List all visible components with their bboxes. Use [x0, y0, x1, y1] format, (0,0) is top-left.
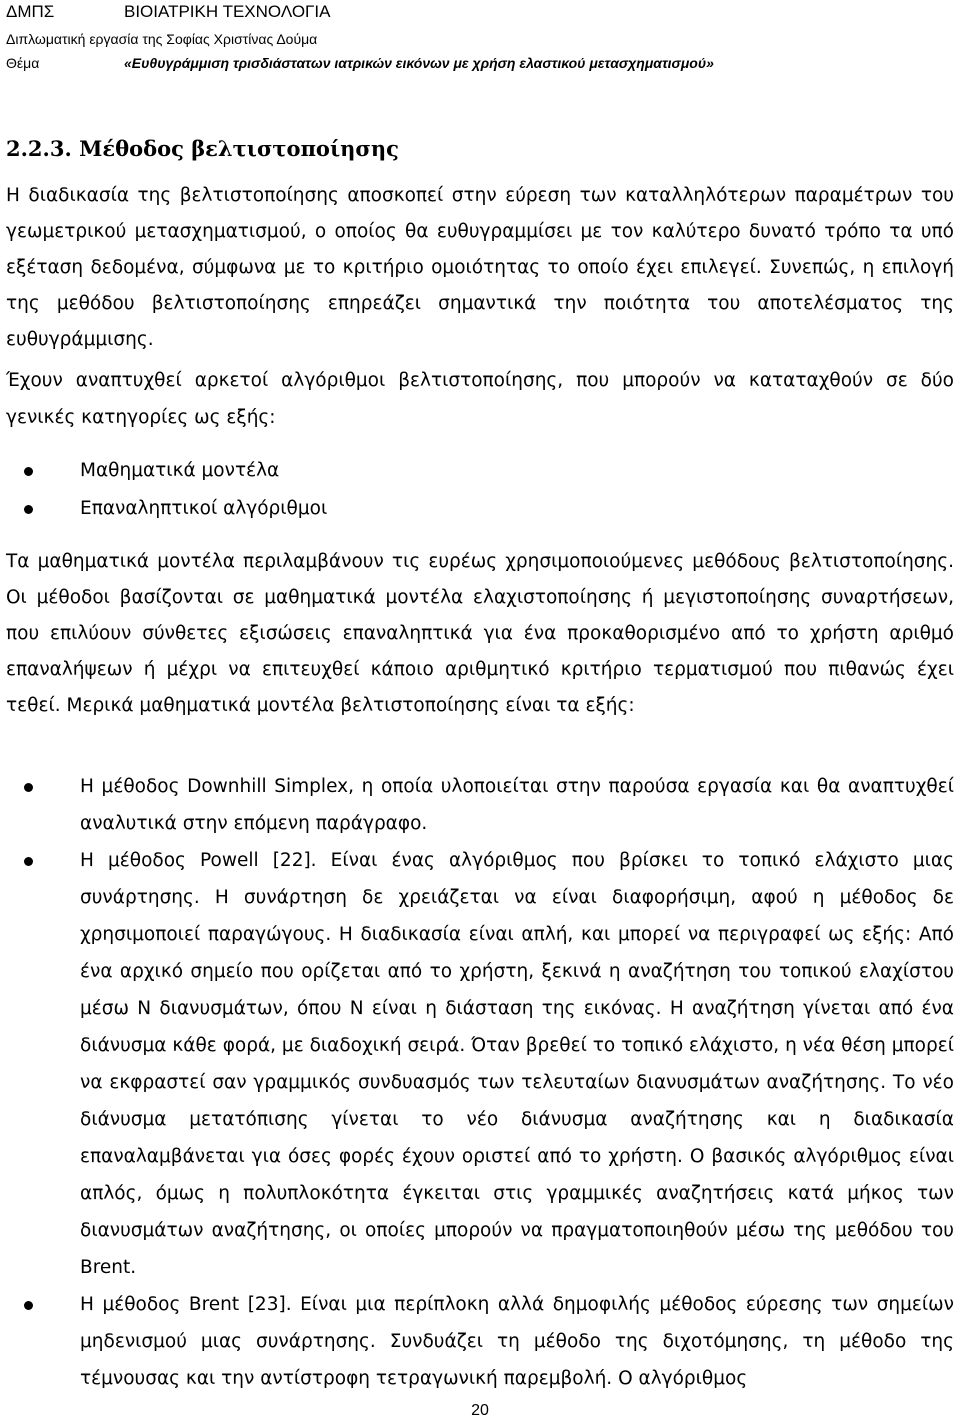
header-topic-title: «Ευθυγράμμιση τρισδιάστατων ιατρικών εικόνων με χρήση ελαστικού μετασχηματισμού»	[124, 55, 714, 71]
paragraph-text: Η διαδικασία της βελτιστοποίησης αποσκοπεί στην εύρεση των καταλληλότερων παραμέτρων του γεωμετρικού μετασχηματισμού, ο οποίος θα ευθυγραμμίσει με τον καλύτερο δυνατό τρόπο τα υπό εξέταση δεδομένα, σύμφωνα με το κριτήριο ομοιότητας το οποίο έχει επιλεγεί. Συνεπώς, η επιλογή της μεθόδου βελτιστοποίησης επηρεάζει σημαντικά την ποιότητα του αποτελέσματος της ευθυγράμμισης.	[6, 185, 954, 350]
section-heading: 2.2.3. Μέθοδος βελτιστοποίησης	[6, 136, 399, 161]
bullet-icon	[24, 857, 33, 866]
paragraph-intro	[6, 178, 954, 358]
list-item-text: Η μέθοδος Brent [23]. Είναι μια περίπλοκη αλλά δημοφιλής μέθοδος εύρεσης των σημείων μηδενισμού μιας συνάρτησης. Συνδυάζει τη μέθοδο της διχοτόμησης, τη μέθοδο της τέμνουσας και την αντίστροφη τετραγωνική παρεμβολή. Ο αλγόριθμος	[80, 1294, 954, 1389]
category-list	[6, 452, 954, 528]
bullet-icon	[24, 1301, 33, 1310]
bullet-icon	[24, 783, 33, 792]
header-line-3	[6, 53, 714, 73]
paragraph-text: Τα μαθηματικά μοντέλα περιλαμβάνουν τις ευρέως χρησιμοποιούμενες μεθόδους βελτιστοποίησης. Οι μέθοδοι βασίζονται σε μαθηματικά μοντέλα ελαχιστοποίησης ή μεγιστοποίησης συναρτήσεων, που επιλύουν σύνθετες εξισώσεις επαναληπτικά για ένα προκαθορισμένο από το χρήστη αριθμό επαναλήψεων ή μέχρι να επιτευχθεί κάποιο αριθμητικό κριτήριο τερματισμού που πιθανώς έχει τεθεί. Μερικά μαθηματικά μοντέλα βελτιστοποίησης είναι τα εξής:	[6, 551, 954, 716]
list-item	[6, 490, 954, 528]
header-line-2: Διπλωματική εργασία της Σοφίας Χριστίνας Δούμα	[6, 31, 318, 47]
bullet-icon	[24, 467, 33, 476]
list-item-text: Επαναληπτικοί αλγόριθμοι	[80, 498, 328, 519]
paragraph-math-models	[6, 544, 954, 724]
paragraph-text: Έχουν αναπτυχθεί αρκετοί αλγόριθμοι βελτιστοποίησης, που μπορούν να καταταχθούν σε δύο γενικές κατηγορίες ως εξής:	[6, 370, 954, 428]
header-program: ΔΜΠΣ	[6, 2, 55, 21]
header-topic-label: Θέμα	[6, 55, 40, 71]
list-item-text: Μαθηματικά μοντέλα	[80, 460, 280, 481]
header-field: ΒΙΟΙΑΤΡΙΚΗ ΤΕΧΝΟΛΟΓΙΑ	[124, 2, 331, 21]
list-item-text: Η μέθοδος Downhill Simplex, η οποία υλοποιείται στην παρούσα εργασία και θα αναπτυχθεί αναλυτικά στην επόμενη παράγραφο.	[80, 776, 954, 834]
page-number: 20	[471, 1402, 489, 1419]
list-item	[6, 768, 954, 842]
list-item-text: Η μέθοδος Powell [22]. Είναι ένας αλγόριθμος που βρίσκει το τοπικό ελάχιστο μιας συνάρτησης. Η συνάρτηση δε χρειάζεται να είναι διαφορήσιμη, αφού η μέθοδος δε χρησιμοποιεί παραγώγους. Η διαδικασία είναι απλή, και μπορεί να περιγραφεί ως εξής: Από ένα αρχικό σημείο που ορίζεται από το χρήστη, ξεκινά η αναζήτηση του τοπικού ελαχίστου μέσω Ν διανυσμάτων, όπου Ν είναι η διάσταση της εικόνας. Η αναζήτηση γίνεται από ένα διάνυσμα κάθε φορά, με διαδοχική σειρά. Όταν βρεθεί το τοπικό ελάχιστο, η νέα θέση μπορεί να εκφραστεί σαν γραμμικός συνδυασμός των τελευταίων διανυσμάτων αναζήτησης. Το νέο διάνυσμα μετατόπισης γίνεται το νέο διάνυσμα αναζήτησης και η διαδικασία επαναλαμβάνεται για όσες φορές έχουν οριστεί από το χρήστη. Ο βασικός αλγόριθμος είναι απλός, όμως η πολυπλοκότητα έγκειται στις γραμμικές αναζητήσεις κατά μήκος των διανυσμάτων αναζήτησης, οι οποίες μπορούν να πραγματοποιηθούν μέσω της μεθόδου του Brent.	[80, 850, 954, 1278]
bullet-icon	[24, 505, 33, 514]
list-item	[6, 1286, 954, 1397]
method-list	[6, 768, 954, 1397]
list-item	[6, 452, 954, 490]
paragraph-categories-intro	[6, 362, 954, 436]
list-item	[6, 842, 954, 1286]
header-line-1	[6, 2, 331, 22]
